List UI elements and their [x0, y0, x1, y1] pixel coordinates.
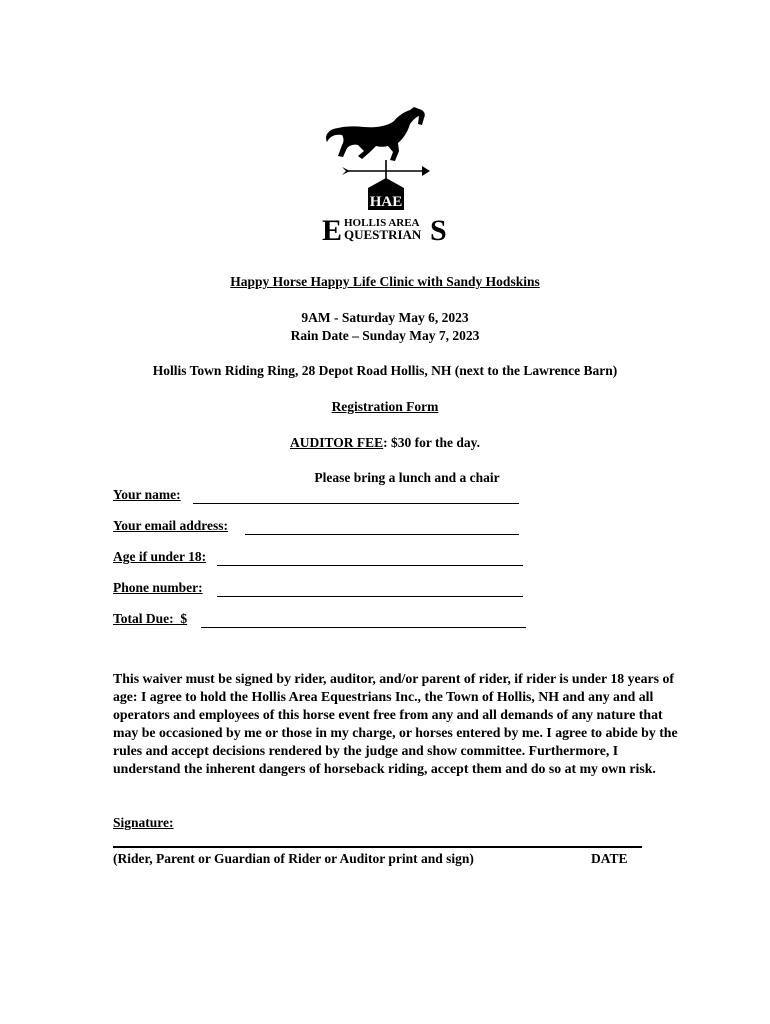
phone-field[interactable]: [113, 580, 523, 600]
page-title: Happy Horse Happy Life Clinic with Sandy Hodskins: [230, 274, 540, 289]
event-location: Hollis Town Riding Ring, 28 Depot Road Hollis, NH (next to the Lawrence Barn): [152, 363, 618, 378]
logo-big-e: E: [322, 214, 343, 244]
logo-big-s: S: [430, 214, 447, 244]
rain-date: Rain Date – Sunday May 7, 2023: [290, 328, 480, 343]
auditor-fee-amount: : $30 for the day.: [383, 435, 481, 450]
signature-label: Signature:: [113, 815, 174, 830]
logo-text-bottom: QUESTRIAN: [344, 227, 422, 242]
age-field[interactable]: [113, 549, 523, 569]
age-underline: [217, 565, 523, 566]
name-label: Your name:: [113, 487, 181, 502]
event-date: 9AM - Saturday May 6, 2023: [301, 310, 469, 325]
hollis-area-equestrians-logo: [318, 104, 454, 244]
signature-caption: (Rider, Parent or Guardian of Rider or Auditor print and sign): [113, 851, 474, 866]
age-label: Age if under 18:: [113, 549, 207, 564]
name-underline: [193, 503, 519, 504]
name-field[interactable]: [113, 487, 519, 507]
auditor-fee-label: AUDITOR FEE: [289, 435, 384, 450]
horse-weathervane-icon: [326, 107, 425, 161]
total-due-label: Total Due: $: [113, 611, 188, 626]
email-label: Your email address:: [113, 518, 229, 533]
signature-line[interactable]: [113, 846, 642, 848]
phone-label: Phone number:: [113, 580, 203, 595]
lunch-note: Please bring a lunch and a chair: [314, 470, 500, 485]
signature-date-label: DATE: [591, 851, 628, 866]
auditor-fee: [0, 435, 770, 451]
form-title: Registration Form: [331, 399, 439, 414]
logo-text-top: HOLLIS AREA: [344, 217, 420, 229]
email-field[interactable]: [113, 518, 519, 538]
phone-underline: [217, 596, 523, 597]
waiver-text: This waiver must be signed by rider, auditor, and/or parent of rider, if rider is under 18 years of age: I agree to hold the Hollis Area Equestrians Inc., the Town of Hollis, NH and any and all operators and employees of this horse event free from any and all demands of any nature that may be occasioned by me or those in my charge, or horses entered by me. I agree to abide by the rules and accept decisions rendered by the judge and show committee. Furthermore, I understand the inherent dangers of horseback riding, accept them and do so at my own risk.: [113, 671, 678, 776]
total-due-field[interactable]: [113, 611, 526, 631]
hae-monogram-text: HAE: [369, 194, 403, 210]
email-underline: [245, 534, 519, 535]
total-due-underline: [201, 627, 526, 628]
